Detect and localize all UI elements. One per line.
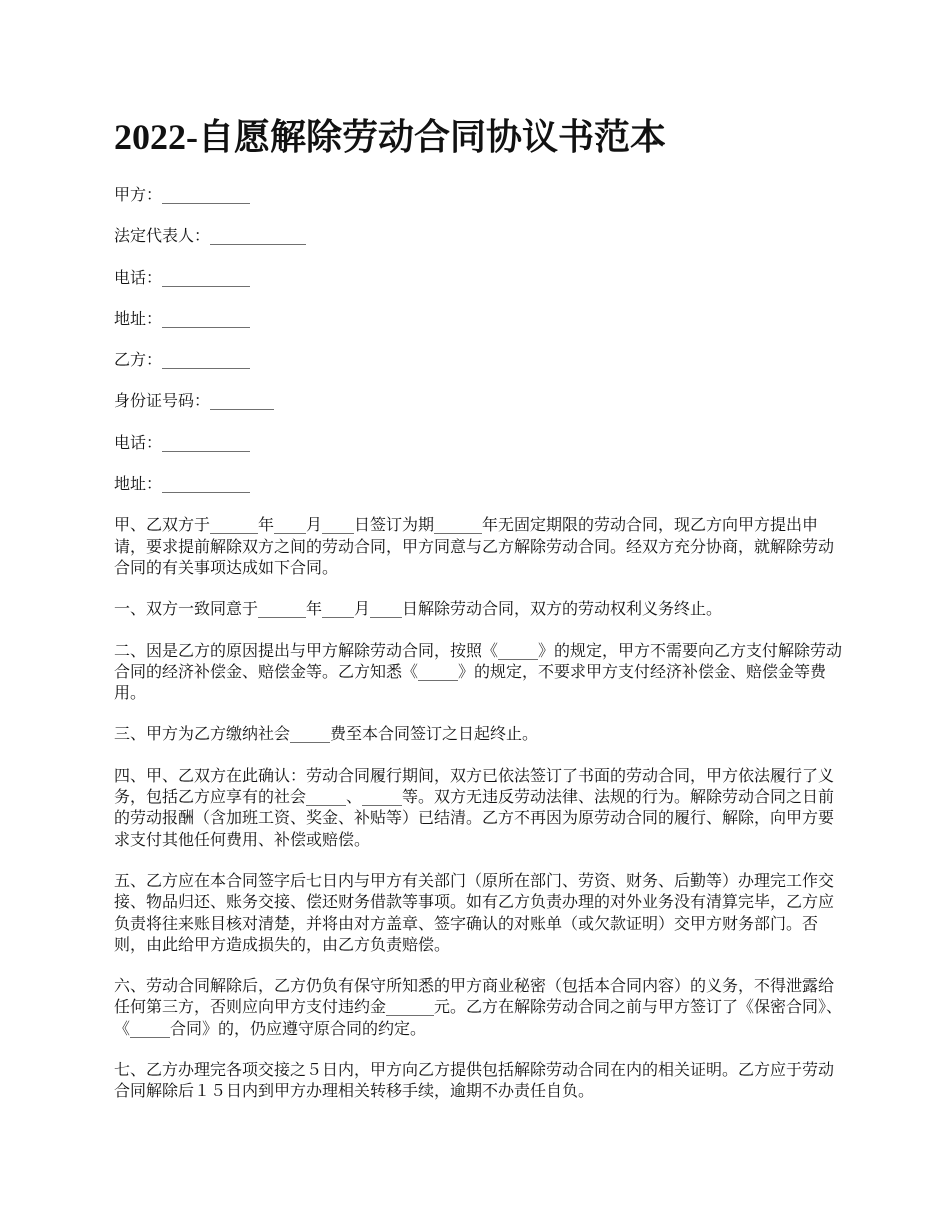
party-b-address-field: 地址：___________ (114, 474, 251, 494)
party-b-field: 乙方：___________ (114, 350, 251, 370)
legal-representative-field: 法定代表人：____________ (114, 226, 307, 246)
id-number-field: 身份证号码：________ (114, 391, 275, 411)
clause-5: 五、乙方应在本合同签字后七日内与甲方有关部门（原所在部门、劳资、财务、后勤等）办理完工作交接、物品归还、账务交接、偿还财务借款等事项。如有乙方负责办理的对外业务没有清算完毕，乙方应负责将往来账目核对清楚，并将由对方盖章、签字确认的对账单（或欠款证明）交甲方财务部门。否则，由此给甲方造成损失的，由乙方负责赔偿。 (114, 870, 835, 954)
clause-6: 六、劳动合同解除后，乙方仍负有保守所知悉的甲方商业秘密（包括本合同内容）的义务，不得泄露给任何第三方，否则应向甲方支付违约金______元。乙方在解除劳动合同之前与甲方签订了《保密合同》、《_____合同》的，仍应遵守原合同的约定。 (114, 976, 843, 1038)
clause-1: 一、双方一致同意于______年____月____日解除劳动合同，双方的劳动权利义务终止。 (114, 599, 723, 619)
clause-7: 七、乙方办理完各项交接之５日内，甲方向乙方提供包括解除劳动合同在内的相关证明。乙方应于劳动合同解除后１５日内到甲方办理相关转移手续，逾期不办责任自负。 (114, 1060, 835, 1101)
intro-paragraph: 甲、乙双方于______年____月____日签订为期______年无固定期限的劳动合同，现乙方向甲方提出申请，要求提前解除双方之间的劳动合同，甲方同意与乙方解除劳动合同。经双方充分协商，就解除劳动合同的有关事项达成如下合同。 (114, 515, 835, 577)
document-page (114, 112, 844, 1122)
agreement-body (114, 514, 844, 1101)
party-b-phone-field: 电话：___________ (114, 432, 251, 452)
clause-2: 二、因是乙方的原因提出与甲方解除劳动合同，按照《_____》的规定，甲方不需要向乙方支付解除劳动合同的经济补偿金、赔偿金等。乙方知悉《_____》的规定，不要求甲方支付经济补偿金、赔偿金等费用。 (114, 640, 843, 703)
party-info-section (114, 184, 844, 495)
document-title: 2022-自愿解除劳动合同协议书范本 (114, 117, 666, 157)
party-a-phone-field: 电话：___________ (114, 267, 251, 287)
clause-3: 三、甲方为乙方缴纳社会_____费至本合同签订之日起终止。 (114, 724, 539, 744)
party-a-address-field: 地址：___________ (114, 308, 251, 328)
clause-4: 四、甲、乙双方在此确认：劳动合同履行期间，双方已依法签订了书面的劳动合同，甲方依法履行了义务，包括乙方应享有的社会_____、_____等。双方无违反劳动法律、法规的行为。解除劳动合同之日前的劳动报酬（含加班工资、奖金、补贴等）已结清。乙方不再因为原劳动合同的履行、解除，向甲方要求支付其他任何费用、补偿或赔偿。 (114, 765, 835, 849)
party-a-field: 甲方：___________ (114, 185, 251, 204)
